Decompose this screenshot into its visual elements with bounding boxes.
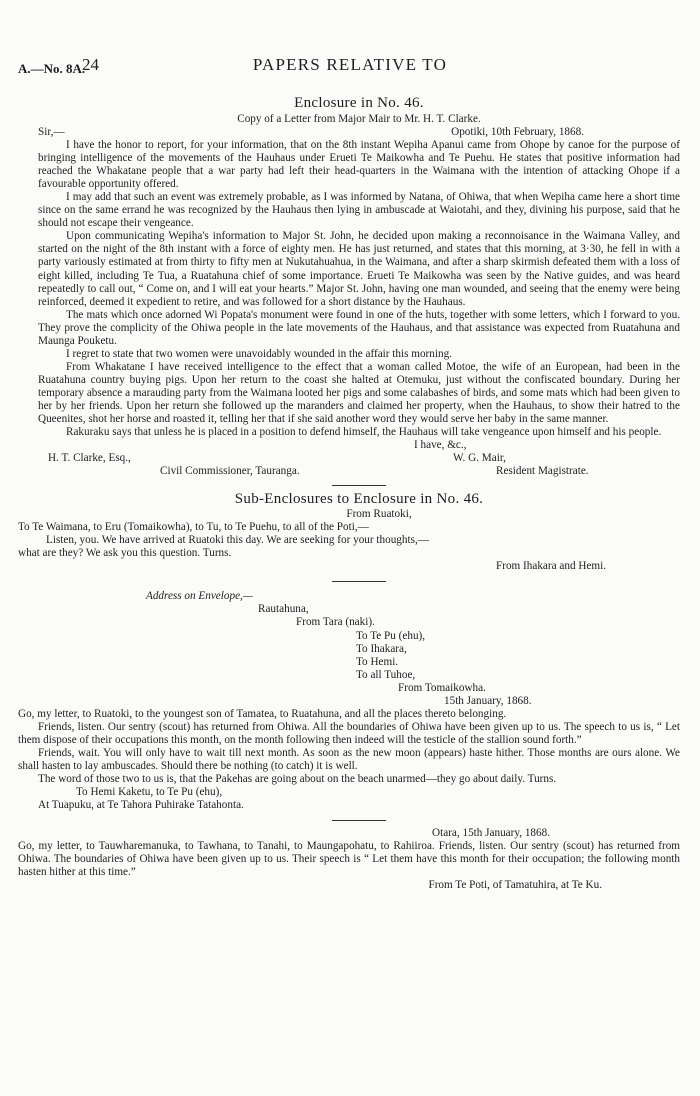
paragraph: I have the honor to report, for your information, that on the 8th instant Wepiha Apanui came from Ohope by canoe for the purpose of bringing intelligence of the movements of the Hauhaus under Erueti Te Maikowha and Te Puehu. He states that positive information had reached the Whakatane people that a war party had left their head-quarters in the Waimana with the intention of attacking Ohope if a favourable opportunity offered. [38, 139, 680, 191]
letter3-signed: From Te Poti, of Tamatuhira, at Te Ku. [428, 879, 602, 892]
letter1-body: Listen, you. We have arrived at Ruatoki this day. We are seeking for your thoughts,— [46, 534, 429, 547]
envelope-line: To Ihakara, [356, 642, 407, 655]
paragraph: Upon communicating Wepiha's information to Major St. John, he decided upon making a reconnoisance in the Waimana Valley, and started on the night of the 8th instant with a force of eighty men. He has just returned, and states that this morning, at 3·30, he fell in with a party variously estimated at from thirty to fifty men at Nukutahuahua, in the Waimana, and after a sharp skirmish defeated them with a loss of eight killed, including Te Tua, a Ruatahuna chief of some importance. Erueti Te Maikowha was seen by the Native guides, and was heard repeatedly to call out, “ Come on, and I will eat your hearts.” Major St. John, having one man wounded, and seeing that the enemy were being reinforced, deemed it expedient to retire, and was followed for a short distance by the Hauhaus. [38, 230, 680, 308]
envelope-line: To Hemi. [356, 655, 399, 668]
letter1-body: what are they? We ask you this question. Turns. [18, 547, 232, 560]
addressee: H. T. Clarke, Esq., [48, 452, 131, 465]
envelope-line: To Te Pu (ehu), [356, 629, 426, 642]
addressee-role: Civil Commissioner, Tauranga. [160, 465, 300, 478]
document-body [18, 94, 680, 892]
envelope-label: Address on Envelope,— [146, 590, 253, 603]
letter2-paragraph: The word of those two to us is, that the Pakehas are going about on the beach unarmed—they go about daily. Turns. [38, 773, 557, 786]
paragraph: Rakuraku says that unless he is placed in a position to defend himself, the Hauhaus will take vengeance upon himself and his people. [66, 426, 662, 439]
letter3-paragraph: Go, my letter, to Tauwharemanuka, to Tawhana, to Tanahi, to Maungapohatu, to Rahiiroa. Friends, listen. Our sentry (scout) has returned from Ohiwa. The boundaries of Ohiwa have been given up to us. Their speech is “ Let them have this month for their occupation; the following month hasten hither at this time.” [18, 840, 680, 879]
letter2-paragraph: Friends, wait. You will only have to wait till next month. As soon as the new moon (appears) haste hither. Those months are ours alone. We shall hasten to lay ambuscades. Should there be nothing (to catch) it is well. [18, 746, 680, 772]
letter1-to: To Te Waimana, to Eru (Tomaikowha), to Tu, to Te Puehu, to all of the Poti,— [18, 521, 369, 534]
salutation-row [38, 126, 680, 139]
running-title: PAPERS RELATIVE TO [252, 55, 448, 74]
letter1-signed: From Ihakara and Hemi. [496, 560, 606, 573]
enclosure-subtitle: Copy of a Letter from Major Mair to Mr. H. T. Clarke. [237, 113, 481, 125]
divider [332, 820, 386, 821]
envelope-line: Rautahuna, [258, 603, 309, 616]
divider [332, 485, 386, 486]
letter2-line: To Hemi Kaketu, to Te Pu (ehu), [76, 786, 223, 799]
sub-enclosures-title: Sub-Enclosures to Enclosure in No. 46. [234, 491, 484, 508]
letter1-from: From Ruatoki, [346, 508, 412, 521]
envelope-line: From Tara (naki). [296, 616, 375, 629]
salutation: Sir,— [38, 126, 65, 139]
letter2-line: At Tuapuku, at Te Tahora Puhirake Tatahonta. [38, 799, 244, 812]
envelope-address [38, 590, 680, 707]
letter2-paragraph: Go, my letter, to Ruatoki, to the youngest son of Tamatea, to Ruatahuna, and all the places thereto belonging. [18, 707, 507, 720]
closing: I have, &c., [414, 439, 467, 452]
envelope-line: From Tomaikowha. [398, 681, 486, 694]
paragraph: The mats which once adorned Wi Popata's monument were found in one of the huts, together with some letters, which I forward to you. They prove the complicity of the Ohiwa people in the late movements of the Hauhaus, and that assistance was expected from Ruatahuna and Maunga Pouketu. [38, 308, 680, 347]
paragraph: From Whakatane I have received intelligence to the effect that a woman called Motoe, the wife of an European, had been in the Ruatahuna country buying pigs. Upon her return to the coast she halted at Otemuku, just without the confiscated boundary. During her temporary absence a marauding party from the Waimana looted her pigs and some calabashes of birds, and some mats which had been given to her by her friends. Upon her return she followed up the maranders and claimed her property, when the Hauhaus, to show their hatred to the Queenites, shot her horse and roasted it, telling her that if she said another word they would serve her baby in the same manner. [38, 360, 680, 426]
envelope-line: To all Tuhoe, [356, 668, 416, 681]
signer-role: Resident Magistrate. [496, 465, 589, 478]
signer: W. G. Mair, [453, 452, 506, 465]
letter2-paragraph: Friends, listen. Our sentry (scout) has returned from Ohiwa. All the boundaries of Ohiwa have been given up to us. The speech to us is, “ Let them dispose of their occupations this month, on the month following then indeed will the testicle of the stallion sound forth.” [18, 720, 680, 746]
signature-block [38, 439, 680, 479]
envelope-date: 15th January, 1868. [444, 694, 532, 707]
paragraph: I may add that such an event was extremely probable, as I was informed by Natana, of Ohiwa, that when Wepiha came here a short time since on the same errand he was recognized by the Hauhaus then lying in ambuscade at Waiotahi, and they, divining his purpose, said that he should not escape their vengeance. [38, 191, 680, 230]
page-number: 24 [82, 55, 99, 74]
letter3-date: Otara, 15th January, 1868. [432, 827, 550, 840]
divider [332, 581, 386, 582]
place-date: Opotiki, 10th February, 1868. [451, 126, 584, 139]
enclosure-title: Enclosure in No. 46. [294, 95, 424, 111]
document-reference: A.—No. 8A. [18, 61, 86, 76]
paragraph: I regret to state that two women were unavoidably wounded in the affair this morning. [66, 347, 452, 360]
